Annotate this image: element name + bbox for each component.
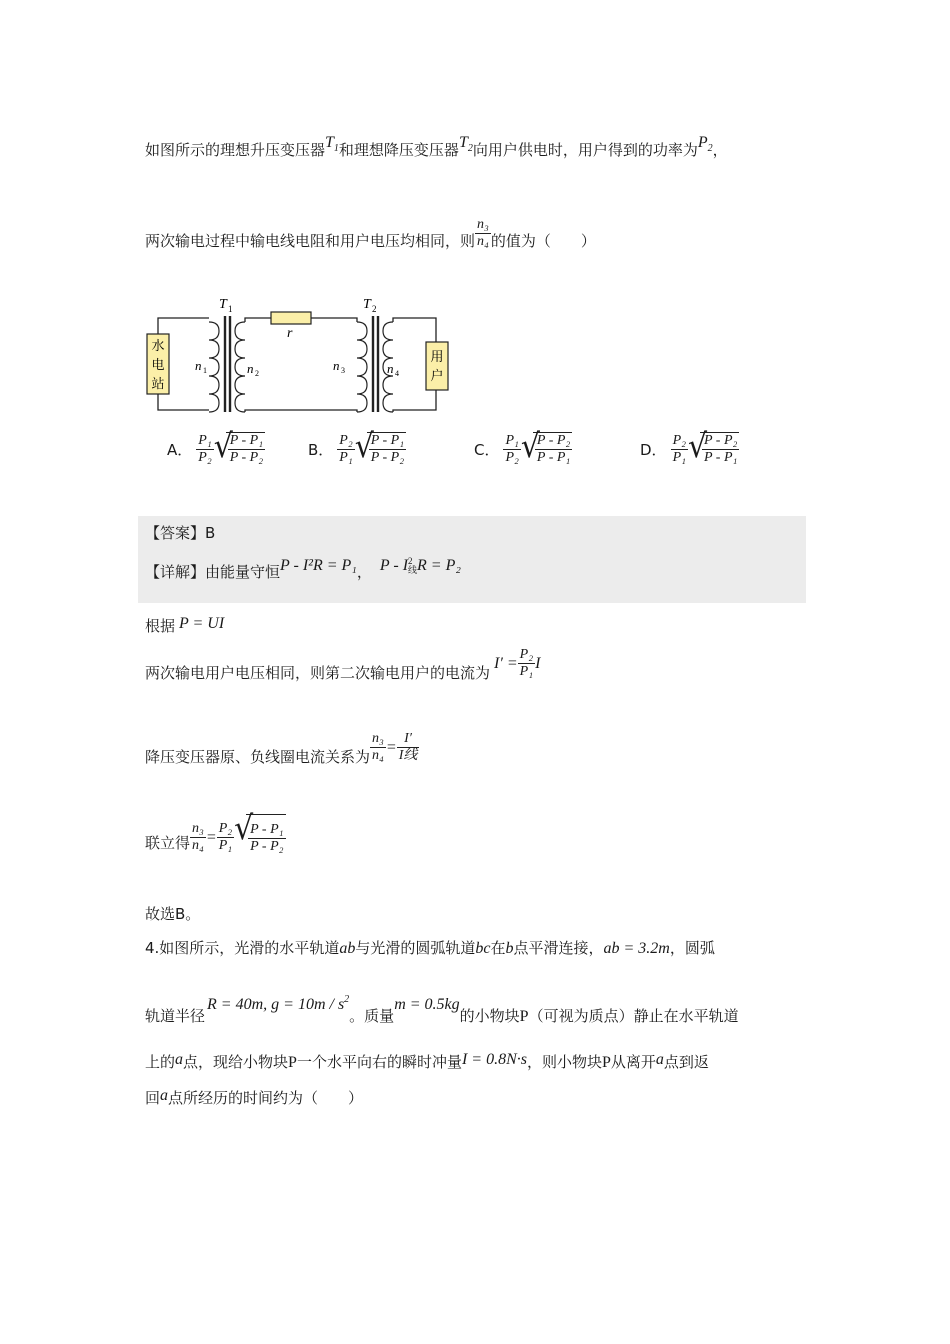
- label-n4-sub: 4: [395, 369, 399, 378]
- user-char-2: 户: [430, 369, 444, 384]
- q4-a1: a: [175, 1051, 184, 1068]
- q4-text-p: 回: [145, 1089, 161, 1107]
- label-t1: T: [219, 297, 227, 312]
- option-fraction-den: P₂: [505, 449, 519, 465]
- solution-line-4: [145, 809, 286, 867]
- detail-line: [145, 556, 461, 583]
- label-r: r: [287, 326, 293, 341]
- equation-2-sup: 2: [408, 556, 413, 567]
- sqrt-icon: √ $\frac{\text{P - P₁}}{\text{P - P₂}}$: [354, 427, 405, 466]
- option-radicand-den: P - P₁: [536, 450, 571, 465]
- q4-text-e: ，圆弧: [669, 939, 715, 957]
- station-char-2: 电: [151, 358, 165, 373]
- solution-eq-2-den: P₁: [519, 664, 534, 679]
- q4-text-g: 。质量: [349, 1007, 395, 1025]
- solution-eq-3-den2: I线: [398, 748, 418, 763]
- question-4-line-1: [145, 938, 715, 959]
- option-b[interactable]: [308, 427, 406, 466]
- q3-text-e: 的值为（ ）: [490, 232, 596, 250]
- solution-eq-4-equals: =: [205, 829, 217, 846]
- solution-eq-3-equals: =: [385, 739, 397, 756]
- label-t1-sub: 1: [228, 304, 233, 314]
- q3-text-d: 两次输电过程中输电线电阻和用户电压均相同，则: [145, 232, 476, 250]
- solution-eq-3-num: n₃: [372, 731, 384, 746]
- t2-symbol: T: [458, 134, 468, 151]
- p2-symbol: P: [697, 134, 708, 151]
- solution-line-3: [145, 731, 419, 781]
- option-radicand-num: P - P₂: [536, 433, 571, 448]
- t1-symbol: T: [325, 134, 334, 151]
- equation-2b: R = P₂: [417, 557, 461, 574]
- q4-ab-eq: ab = 3.2m: [603, 940, 670, 957]
- q3-text-c: 向用户供电时，用户得到的功率为: [472, 141, 698, 159]
- coil-n1: [209, 322, 219, 412]
- q4-m-eq: m = 0.5kg: [394, 996, 460, 1013]
- label-n1: n: [195, 358, 202, 373]
- option-label: B．: [308, 440, 334, 459]
- option-radicand-num: P - P₁: [370, 433, 405, 448]
- user-char-1: 用: [430, 350, 444, 365]
- q4-text-l: 一个水平向右的瞬时冲量: [296, 1053, 462, 1071]
- q4-text-f: 轨道半径: [145, 1007, 206, 1025]
- equation-1: P - I²R = P₁: [280, 557, 357, 574]
- label-n2: n: [247, 361, 254, 376]
- q4-r-eq: R = 40m, g = 10m / s: [207, 996, 345, 1013]
- equation-2-sub: 线: [408, 565, 418, 576]
- q4-a2: a: [655, 1051, 664, 1068]
- station-char-3: 站: [151, 377, 165, 392]
- label-n4: n: [387, 361, 394, 376]
- option-radicand-num: P - P₂: [703, 433, 738, 448]
- solution-eq-2-num: P₂: [519, 647, 534, 662]
- q4-a3: a: [160, 1087, 169, 1104]
- option-fraction-den: P₂: [198, 449, 212, 465]
- q3-text-b: 和理想降压变压器: [338, 141, 459, 159]
- option-label: A．: [167, 440, 193, 459]
- option-fraction-num: P₁: [505, 432, 519, 448]
- solution-eq-2-lhs: I′ =: [494, 655, 518, 672]
- option-radicand-den: P - P₂: [370, 450, 405, 465]
- solution-text-4: 联立得: [145, 834, 191, 852]
- label-t2: T: [363, 297, 371, 312]
- q4-text-b: 与光滑的圆弧轨道: [355, 939, 476, 957]
- sqrt-icon: √ $\frac{\text{P - P₁}}{\text{P - P₂}}$: [213, 427, 264, 466]
- q4-ab: ab: [339, 940, 356, 957]
- q4-text-m: ，则小物块: [526, 1053, 602, 1071]
- t1-subscript: 1: [333, 143, 339, 154]
- answer-line: 【答案】B: [145, 524, 216, 542]
- q4-p2: P: [288, 1054, 297, 1071]
- question-4-line-4: [145, 1088, 363, 1109]
- option-fraction-num: P₁: [198, 432, 212, 448]
- solution-text-1: 根据: [145, 617, 176, 635]
- detail-comma: ，: [356, 563, 372, 581]
- q4-text-n: 从离开: [610, 1053, 656, 1071]
- q4-text-c: 在: [490, 939, 506, 957]
- label-n3: n: [333, 358, 340, 373]
- transformer-circuit-diagram: [145, 296, 465, 420]
- coil-n2: [235, 322, 245, 412]
- option-label: D．: [640, 440, 667, 459]
- solution-eq-4-den: n₄: [192, 838, 204, 853]
- solution-eq-2-rhs: I: [535, 655, 541, 672]
- equation-2a: P - I: [379, 557, 409, 574]
- sqrt-icon: √ $\frac{\text{P - P₁}}{\text{P - P₂}}$: [234, 814, 285, 861]
- n3-over-n4-fraction: [475, 217, 491, 250]
- solution-radicand-den: P - P₂: [250, 839, 284, 854]
- option-radicand-den: P - P₁: [703, 450, 738, 465]
- q4-text-j: 上的: [145, 1053, 176, 1071]
- option-fraction-num: P₂: [672, 432, 686, 448]
- option-a[interactable]: [167, 427, 265, 466]
- q4-text-q: 点所经历的时间约为（ ）: [168, 1089, 364, 1107]
- q3-text-a: 如图所示的理想升压变压器: [145, 141, 326, 159]
- label-n3-sub: 3: [341, 366, 345, 375]
- label-n1-sub: 1: [203, 366, 207, 375]
- station-char-1: 水: [151, 339, 165, 354]
- solution-radicand-num: P - P₁: [250, 822, 284, 837]
- q4-p3: P: [602, 1054, 611, 1071]
- q4-bc: bc: [475, 940, 491, 957]
- solution-line-1: [145, 616, 224, 637]
- solution-eq-3-den: n₄: [372, 748, 384, 763]
- solution-line-5: 故选B。: [145, 905, 201, 923]
- q3-text-end: ，: [712, 141, 728, 159]
- q4-r-sup: 2: [344, 994, 350, 1005]
- detail-prefix: 【详解】由能量守恒: [145, 563, 281, 581]
- question-4-line-3: [145, 1052, 709, 1073]
- q4-i-eq: I = 0.8N·s: [461, 1051, 527, 1068]
- option-fraction-den: P₁: [339, 449, 353, 465]
- solution-eq-4-den2: P₁: [218, 838, 233, 853]
- solution-text-3: 降压变压器原、负线圈电流关系为: [145, 748, 371, 766]
- solution-eq-4-num: n₃: [192, 821, 204, 836]
- solution-text-2: 两次输电用户电压相同，则第二次输电用户的电流为: [145, 664, 491, 682]
- label-n2-sub: 2: [255, 369, 259, 378]
- fraction-denominator: n₄: [477, 234, 489, 249]
- option-c[interactable]: [474, 427, 572, 466]
- q4-text-o: 点到返: [663, 1053, 709, 1071]
- coil-n3: [357, 322, 367, 412]
- option-label: C．: [474, 440, 500, 459]
- q4-text-h: 的小物块: [459, 1007, 520, 1025]
- solution-line-2: [145, 647, 541, 697]
- option-d[interactable]: [640, 427, 739, 466]
- option-radicand-num: P - P₁: [229, 433, 264, 448]
- question-4-line-2: [145, 994, 739, 1027]
- q4-b: b: [505, 940, 514, 957]
- q4-text-d: 点平滑连接，: [513, 939, 604, 957]
- t2-subscript: 2: [467, 143, 473, 154]
- solution-eq-3-num2: I′: [397, 731, 420, 748]
- p2-subscript: 2: [707, 143, 713, 154]
- q4-text-i: （可视为质点）静止在水平轨道: [528, 1007, 739, 1025]
- option-fraction-num: P₂: [339, 432, 353, 448]
- q4-text-k: 点，现给小物块: [183, 1053, 289, 1071]
- option-radicand-den: P - P₂: [229, 450, 264, 465]
- q4-p: P: [519, 1008, 529, 1025]
- circuit-svg: [145, 296, 465, 416]
- label-t2-sub: 2: [372, 304, 377, 314]
- sqrt-icon: √ $\frac{\text{P - P₂}}{\text{P - P₁}}$: [687, 427, 738, 466]
- question-3-line-2: [145, 218, 596, 264]
- answer-box: [138, 516, 806, 603]
- solution-eq-1: P = UI: [179, 615, 225, 632]
- fraction-numerator: n₃: [477, 217, 489, 232]
- sqrt-icon: √ $\frac{\text{P - P₂}}{\text{P - P₁}}$: [520, 427, 571, 466]
- q4-text-a: 4.如图所示，光滑的水平轨道: [145, 939, 340, 957]
- option-fraction-den: P₁: [672, 449, 686, 465]
- question-3-line-1: [145, 134, 728, 167]
- resistor-r: [271, 312, 311, 324]
- solution-eq-4-num2: P₂: [218, 821, 233, 836]
